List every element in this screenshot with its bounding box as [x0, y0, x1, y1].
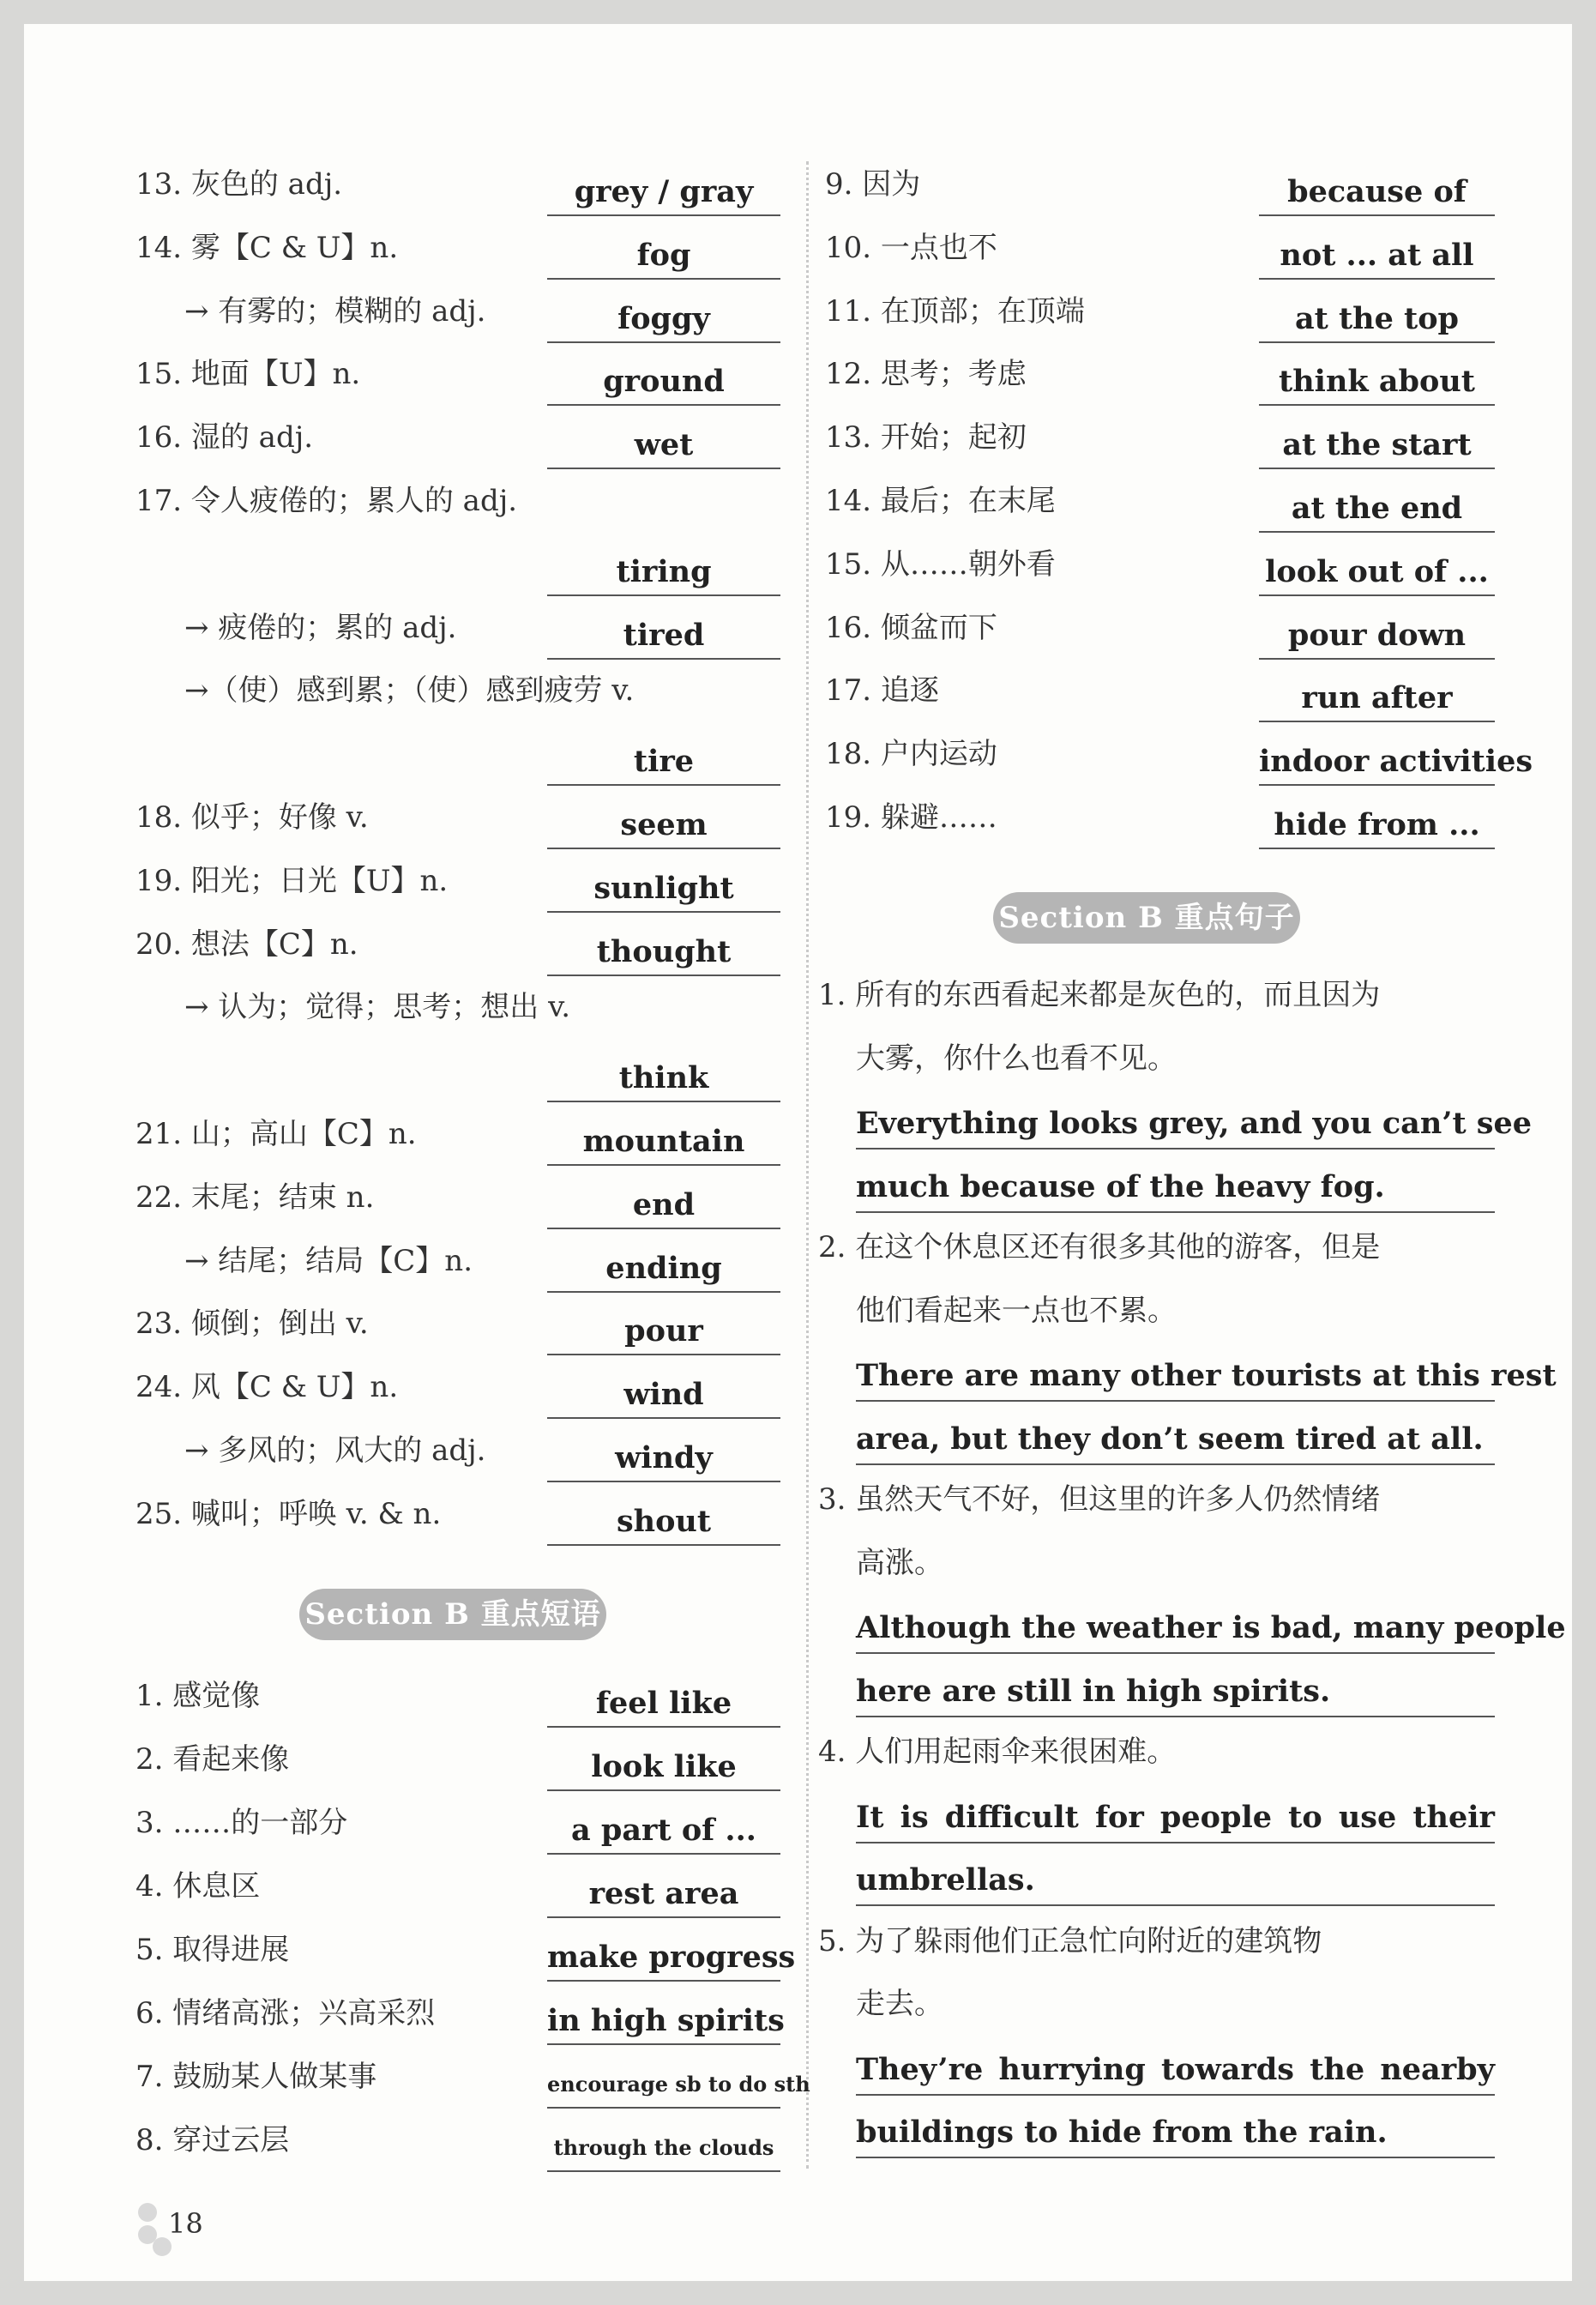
chinese-term: 20. 想法【C】n. — [136, 926, 358, 962]
vocab-row — [24, 216, 830, 280]
english-answer: windy — [547, 1436, 780, 1482]
vocab-row — [24, 533, 830, 596]
vocab-row — [825, 786, 1572, 849]
vocab-row — [24, 1419, 830, 1482]
sentence-english: Although the weather is bad, many people — [856, 1604, 1495, 1654]
english-answer: ending — [547, 1246, 780, 1293]
chinese-term: 16. 湿的 adj. — [136, 420, 314, 456]
vocab-row — [24, 1791, 830, 1855]
chinese-term: 17. 令人疲倦的；累人的 adj. — [136, 484, 518, 518]
english-answer: at the end — [1259, 486, 1495, 533]
vocab-row — [24, 342, 830, 406]
vocab-row — [24, 596, 830, 660]
chinese-term: → 多风的；风大的 adj. — [184, 1433, 486, 1468]
chinese-term: 24. 风【C & U】n. — [136, 1370, 399, 1405]
english-answer: end — [547, 1183, 780, 1229]
vocab-row — [825, 216, 1572, 280]
vocab-row — [24, 1102, 830, 1166]
chinese-term: →（使）感到累；（使）感到疲劳 v. — [184, 673, 635, 709]
chinese-term: 3. ……的一部分 — [136, 1806, 348, 1840]
vocab-row — [24, 1982, 830, 2045]
vocab-row — [24, 849, 830, 913]
english-answer: wet — [547, 423, 780, 469]
chinese-term: 6. 情绪高涨；兴高采烈 — [136, 1996, 436, 2030]
vocab-row — [825, 533, 1572, 596]
vocab-row — [24, 1918, 830, 1982]
chinese-term: 8. 穿过云层 — [136, 2123, 290, 2157]
vocab-row — [24, 2045, 830, 2109]
chinese-term: 15. 从……朝外看 — [825, 546, 1056, 582]
english-answer: think — [547, 1056, 780, 1102]
chinese-term: 22. 末尾；结束 n. — [136, 1180, 375, 1215]
english-answer: thought — [547, 930, 780, 976]
english-answer: hide from ... — [1259, 803, 1495, 849]
english-answer: indoor activities — [1259, 739, 1495, 786]
sentence-chinese: 高涨。 — [856, 1545, 943, 1580]
english-answer: pour down — [1259, 613, 1495, 660]
vocab-row — [825, 659, 1572, 722]
chinese-term: → 结尾；结局【C】n. — [184, 1243, 473, 1278]
chinese-term: 12. 思考；考虑 — [825, 357, 1027, 392]
chinese-term: 15. 地面【U】n. — [136, 357, 361, 392]
english-answer: sunlight — [547, 866, 780, 913]
sentence-chinese: 5. 为了躲雨他们正急忙向附近的建筑物 — [818, 1923, 1322, 1958]
sentence-english: here are still in high spirits. — [856, 1668, 1495, 1717]
chinese-term: → 疲倦的；累的 adj. — [184, 610, 457, 645]
english-answer: not ... at all — [1259, 233, 1495, 280]
vocab-row — [24, 975, 830, 1039]
english-answer: seem — [547, 803, 780, 849]
vocab-row — [24, 1728, 830, 1791]
english-answer: rest area — [547, 1872, 780, 1918]
chinese-term: 2. 看起来像 — [136, 1742, 290, 1777]
vocab-row — [24, 1855, 830, 1918]
page-number: 18 — [168, 2207, 203, 2240]
english-answer: because of — [1259, 170, 1495, 216]
english-answer: pour — [547, 1309, 780, 1355]
english-answer: mountain — [547, 1119, 780, 1166]
hexagon-decoration — [138, 2203, 157, 2222]
vocab-row — [825, 406, 1572, 469]
english-answer: through the clouds — [547, 2126, 780, 2172]
chinese-term: 13. 开始；起初 — [825, 420, 1027, 456]
english-answer: at the start — [1259, 423, 1495, 469]
chinese-term: 14. 最后；在末尾 — [825, 484, 1056, 518]
english-answer: wind — [547, 1373, 780, 1419]
english-answer: fog — [547, 233, 780, 280]
english-answer: run after — [1259, 676, 1495, 722]
sentence-chinese: 1. 所有的东西看起来都是灰色的，而且因为 — [818, 978, 1381, 1012]
vocab-row — [24, 2109, 830, 2172]
english-answer: grey / gray — [547, 170, 780, 216]
english-answer: in high spirits — [547, 1999, 780, 2045]
chinese-term: 13. 灰色的 adj. — [136, 167, 343, 202]
chinese-term: 14. 雾【C & U】n. — [136, 230, 399, 265]
sentence-chinese: 大雾，你什么也看不见。 — [856, 1041, 1177, 1076]
vocab-row — [825, 722, 1572, 786]
english-answer: tire — [547, 739, 780, 786]
sentence-english: buildings to hide from the rain. — [856, 2109, 1495, 2158]
sentence-english: much because of the heavy fog. — [856, 1163, 1495, 1213]
english-answer: at the top — [1259, 297, 1495, 343]
vocab-row — [24, 1482, 830, 1546]
vocab-row — [825, 596, 1572, 660]
sentence-english: umbrellas. — [856, 1856, 1495, 1906]
vocab-row — [24, 1039, 830, 1102]
vocab-row — [24, 1292, 830, 1355]
vocab-row — [24, 786, 830, 849]
english-answer: foggy — [547, 297, 780, 343]
english-answer: tired — [547, 613, 780, 660]
sentence-english: area, but they don’t seem tired at all. — [856, 1415, 1495, 1465]
english-answer: tiring — [547, 550, 780, 596]
chinese-term: 16. 倾盆而下 — [825, 610, 997, 645]
sentence-english: They’re hurrying towards the nearby — [856, 2046, 1495, 2096]
chinese-term: → 认为；觉得；思考；想出 v. — [184, 990, 571, 1025]
chinese-term: 18. 似乎；好像 v. — [136, 800, 369, 835]
vocab-row — [24, 1166, 830, 1229]
chinese-term: 7. 鼓励某人做某事 — [136, 2060, 377, 2094]
vocab-row — [24, 153, 830, 216]
chinese-term: 18. 户内运动 — [825, 737, 997, 772]
workbook-page — [24, 24, 1572, 2281]
english-answer: ground — [547, 359, 780, 406]
vocab-row — [24, 1355, 830, 1419]
vocab-row — [825, 153, 1572, 216]
vocab-row — [825, 469, 1572, 533]
chinese-term: 19. 躲避…… — [825, 800, 997, 835]
chinese-term: → 有雾的；模糊的 adj. — [184, 293, 486, 329]
hexagon-decoration — [153, 2237, 172, 2256]
vocab-row — [24, 722, 830, 786]
english-answer: think about — [1259, 359, 1495, 406]
vocab-row — [24, 913, 830, 976]
sentence-chinese: 走去。 — [856, 1987, 943, 2021]
english-answer: feel like — [547, 1681, 780, 1728]
chinese-term: 25. 喊叫；呼唤 v. & n. — [136, 1496, 442, 1531]
vocab-row — [24, 1229, 830, 1293]
chinese-term: 23. 倾倒；倒出 v. — [136, 1306, 369, 1342]
english-answer: look like — [547, 1745, 780, 1791]
chinese-term: 1. 感觉像 — [136, 1679, 261, 1713]
english-answer: make progress — [547, 1935, 780, 1982]
vocab-row — [825, 280, 1572, 343]
vocab-row — [24, 469, 830, 533]
english-answer: look out of ... — [1259, 550, 1495, 596]
sentence-english: It is difficult for people to use their — [856, 1794, 1495, 1843]
chinese-term: 19. 阳光；日光【U】n. — [136, 863, 449, 898]
chinese-term: 11. 在顶部；在顶端 — [825, 293, 1085, 329]
sentence-english: Everything looks grey, and you can’t see — [856, 1100, 1495, 1149]
sentence-chinese: 4. 人们用起雨伞来很困难。 — [818, 1735, 1177, 1769]
english-answer: shout — [547, 1499, 780, 1546]
chinese-term: 9. 因为 — [825, 167, 921, 202]
sentence-chinese: 他们看起来一点也不累。 — [856, 1293, 1177, 1328]
sentence-english: There are many other tourists at this rest — [856, 1352, 1495, 1402]
chinese-term: 5. 取得进展 — [136, 1933, 290, 1967]
vocab-row — [24, 1664, 830, 1728]
chinese-term: 10. 一点也不 — [825, 230, 997, 265]
english-answer: encourage sb to do sth — [547, 2062, 780, 2109]
chinese-term: 21. 山；高山【C】n. — [136, 1117, 417, 1151]
chinese-term: 4. 休息区 — [136, 1869, 261, 1904]
vocab-row — [825, 342, 1572, 406]
sentence-chinese: 2. 在这个休息区还有很多其他的游客，但是 — [818, 1230, 1381, 1264]
vocab-row — [24, 659, 830, 722]
vocab-row — [24, 280, 830, 343]
section-phrases-badge: Section B 重点短语 — [299, 1589, 606, 1640]
english-answer: a part of ... — [547, 1808, 780, 1855]
vocab-row — [24, 406, 830, 469]
chinese-term: 17. 追逐 — [825, 673, 939, 709]
section-sentences-badge: Section B 重点句子 — [993, 892, 1300, 944]
sentence-chinese: 3. 虽然天气不好，但这里的许多人仍然情绪 — [818, 1482, 1381, 1517]
